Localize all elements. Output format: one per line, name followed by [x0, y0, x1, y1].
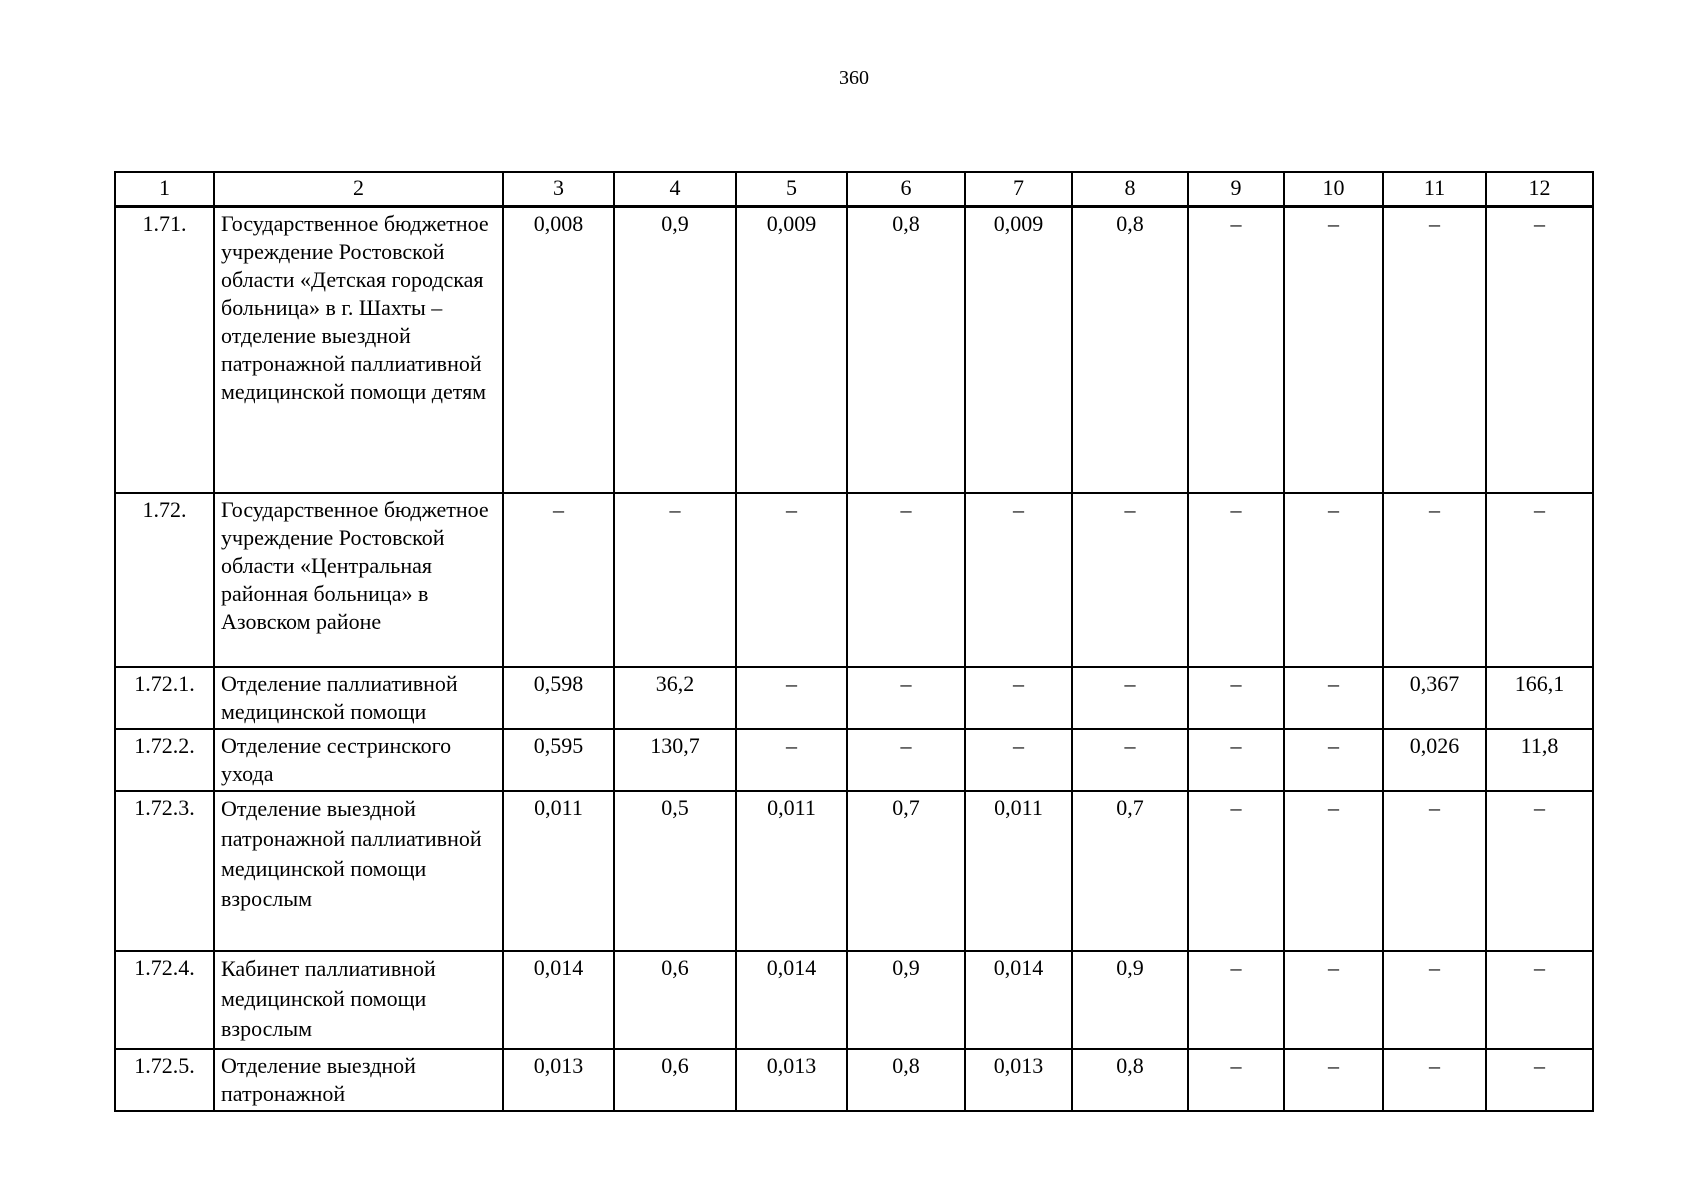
- row-name: Государственное бюджетное учреждение Ростовской области «Детская городская больница» в г. Шахты – отделение выездной патронажной паллиативной медицинской помощи детям: [214, 207, 503, 493]
- cell-value: –: [1486, 791, 1593, 951]
- row-name: Государственное бюджетное учреждение Ростовской области «Центральная районная больница» в Азовском районе: [214, 493, 503, 667]
- cell-value: –: [1383, 1049, 1486, 1111]
- cell-value: –: [1284, 1049, 1383, 1111]
- cell-value: –: [614, 493, 736, 667]
- cell-value: –: [736, 493, 847, 667]
- cell-value: –: [1486, 493, 1593, 667]
- cell-value: –: [736, 667, 847, 729]
- cell-value: 11,8: [1486, 729, 1593, 791]
- cell-value: 0,595: [503, 729, 614, 791]
- cell-value: 0,9: [847, 951, 965, 1049]
- cell-value: 0,7: [847, 791, 965, 951]
- cell-value: 0,598: [503, 667, 614, 729]
- cell-value: 0,8: [847, 207, 965, 493]
- cell-value: –: [847, 493, 965, 667]
- cell-value: 0,013: [965, 1049, 1072, 1111]
- cell-value: –: [1072, 729, 1188, 791]
- page-number: 360: [839, 67, 869, 89]
- cell-value: –: [1188, 207, 1284, 493]
- column-header: 2: [214, 172, 503, 207]
- row-name: Отделение сестринского ухода: [214, 729, 503, 791]
- column-header: 5: [736, 172, 847, 207]
- column-header: 9: [1188, 172, 1284, 207]
- cell-value: 0,008: [503, 207, 614, 493]
- cell-value: 0,6: [614, 1049, 736, 1111]
- row-number: 1.72.3.: [115, 791, 214, 951]
- cell-value: 0,367: [1383, 667, 1486, 729]
- cell-value: 0,8: [1072, 207, 1188, 493]
- cell-value: –: [965, 667, 1072, 729]
- cell-value: –: [1072, 493, 1188, 667]
- column-header: 7: [965, 172, 1072, 207]
- cell-value: 0,6: [614, 951, 736, 1049]
- cell-value: 166,1: [1486, 667, 1593, 729]
- column-header: 12: [1486, 172, 1593, 207]
- cell-value: –: [847, 667, 965, 729]
- cell-value: –: [1383, 791, 1486, 951]
- cell-value: 0,009: [736, 207, 847, 493]
- row-name: Отделение выездной патронажной паллиативной медицинской помощи взрослым: [214, 791, 503, 951]
- table-row: [115, 1049, 1593, 1111]
- table-row: [115, 667, 1593, 729]
- cell-value: –: [1284, 493, 1383, 667]
- cell-value: 0,014: [965, 951, 1072, 1049]
- cell-value: –: [1486, 1049, 1593, 1111]
- cell-value: –: [1383, 951, 1486, 1049]
- row-name: Кабинет паллиативной медицинской помощи взрослым: [214, 951, 503, 1049]
- column-header: 4: [614, 172, 736, 207]
- table-row: [115, 951, 1593, 1049]
- cell-value: –: [503, 493, 614, 667]
- cell-value: –: [1284, 951, 1383, 1049]
- cell-value: 0,5: [614, 791, 736, 951]
- column-header: 10: [1284, 172, 1383, 207]
- cell-value: 130,7: [614, 729, 736, 791]
- cell-value: –: [1284, 667, 1383, 729]
- column-header: 8: [1072, 172, 1188, 207]
- cell-value: 0,026: [1383, 729, 1486, 791]
- row-number: 1.72.5.: [115, 1049, 214, 1111]
- cell-value: –: [965, 493, 1072, 667]
- column-header: 3: [503, 172, 614, 207]
- cell-value: 36,2: [614, 667, 736, 729]
- row-number: 1.72.1.: [115, 667, 214, 729]
- column-header: 6: [847, 172, 965, 207]
- cell-value: 0,014: [503, 951, 614, 1049]
- row-number: 1.72.4.: [115, 951, 214, 1049]
- cell-value: –: [1188, 667, 1284, 729]
- cell-value: –: [1188, 729, 1284, 791]
- cell-value: 0,8: [1072, 1049, 1188, 1111]
- cell-value: –: [1383, 493, 1486, 667]
- cell-value: 0,011: [736, 791, 847, 951]
- cell-value: 0,8: [847, 1049, 965, 1111]
- cell-value: –: [1284, 207, 1383, 493]
- cell-value: –: [1486, 951, 1593, 1049]
- cell-value: 0,011: [965, 791, 1072, 951]
- row-name: Отделение паллиативной медицинской помощи: [214, 667, 503, 729]
- table-row: [115, 493, 1593, 667]
- table-row: [115, 791, 1593, 951]
- cell-value: 0,009: [965, 207, 1072, 493]
- row-number: 1.72.2.: [115, 729, 214, 791]
- cell-value: –: [1188, 791, 1284, 951]
- cell-value: 0,014: [736, 951, 847, 1049]
- row-number: 1.72.: [115, 493, 214, 667]
- cell-value: –: [1188, 951, 1284, 1049]
- cell-value: 0,013: [503, 1049, 614, 1111]
- cell-value: –: [1072, 667, 1188, 729]
- header-row: [115, 172, 1593, 207]
- cell-value: –: [736, 729, 847, 791]
- cell-value: –: [1383, 207, 1486, 493]
- cell-value: –: [1188, 493, 1284, 667]
- table-row: [115, 729, 1593, 791]
- cell-value: 0,013: [736, 1049, 847, 1111]
- cell-value: –: [1188, 1049, 1284, 1111]
- cell-value: 0,9: [1072, 951, 1188, 1049]
- cell-value: –: [847, 729, 965, 791]
- row-name: Отделение выездной патронажной: [214, 1049, 503, 1111]
- column-header: 11: [1383, 172, 1486, 207]
- column-header: 1: [115, 172, 214, 207]
- cell-value: –: [1284, 729, 1383, 791]
- data-table: [114, 171, 1594, 1112]
- cell-value: –: [1486, 207, 1593, 493]
- cell-value: 0,011: [503, 791, 614, 951]
- table-row: [115, 207, 1593, 493]
- cell-value: 0,7: [1072, 791, 1188, 951]
- cell-value: 0,9: [614, 207, 736, 493]
- cell-value: –: [965, 729, 1072, 791]
- row-number: 1.71.: [115, 207, 214, 493]
- cell-value: –: [1284, 791, 1383, 951]
